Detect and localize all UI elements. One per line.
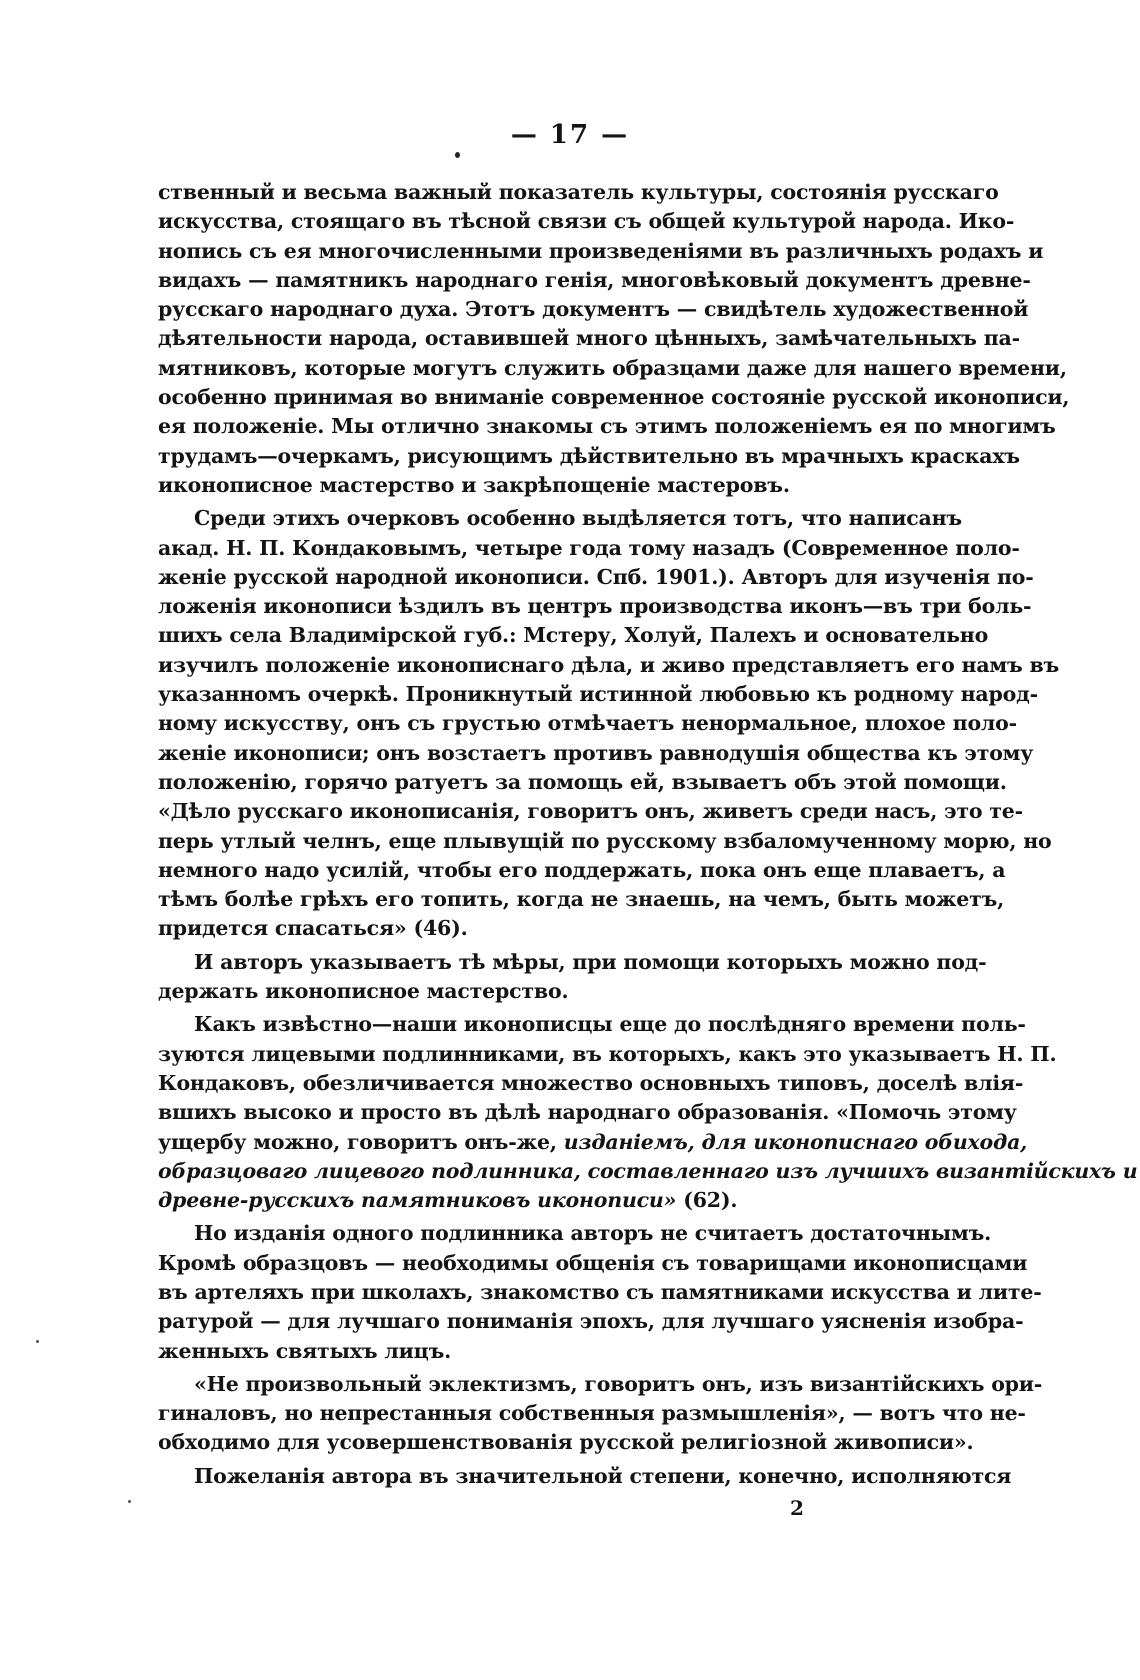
text-line: ложенія иконописи ѣздилъ въ центръ производства иконъ—въ три боль-	[158, 594, 1032, 619]
italic-span: древне-русскихъ памятниковъ иконописи»	[158, 1188, 677, 1213]
text-line: держать иконописное мастерство.	[158, 979, 569, 1004]
text-line: акад. Н. П. Кондаковымъ, четыре года тому назадъ (Современное поло-	[158, 535, 1020, 560]
text-line: ея положеніе. Мы отлично знакомы съ этимъ положеніемъ ея по многимъ	[158, 414, 1056, 439]
text-line: немного надо усилій, чтобы его поддержать, пока онъ еще плаваетъ, а	[158, 857, 1006, 882]
text-line: Кондаковъ, обезличивается множество основныхъ типовъ, доселѣ влія-	[158, 1070, 1024, 1095]
italic-span: изданіемъ, для иконописнаго обихода,	[563, 1129, 1028, 1154]
text-line: указанномъ очеркѣ. Проникнутый истинной любовью къ родному народ-	[158, 682, 1038, 707]
page-number: — 17 —	[510, 120, 630, 150]
text-line: обходимо для усовершенствованія русской религіозной живописи».	[158, 1430, 974, 1455]
text-line: положенію, горячо ратуетъ за помощь ей, взываетъ объ этой помощи.	[158, 769, 1007, 794]
text-line: дѣятельности народа, оставившей много цѣнныхъ, замѣчательныхъ па-	[158, 326, 1020, 351]
ink-dot	[455, 152, 460, 158]
text-line: Какъ извѣстно—наши иконописцы еще до послѣдняго времени поль-	[194, 1012, 1026, 1037]
text-line: ному искусству, онъ съ грустью отмѣчаетъ ненормальное, плохое поло-	[158, 711, 1017, 736]
text-line: придется спасаться» (46).	[158, 916, 468, 941]
text-line-mixed	[158, 1128, 1028, 1157]
text-line: женіе русской народной иконописи. Спб. 1901.). Авторъ для изученія по-	[158, 564, 1034, 589]
text-line: Кромѣ образцовъ — необходимы общенія съ товарищами иконописцами	[158, 1250, 1028, 1275]
text-line: ственный и весьма важный показатель культуры, состоянія русскаго	[158, 180, 999, 204]
printer-signature: 2	[790, 1496, 804, 1520]
body-text	[158, 178, 1138, 1491]
text-line: Среди этихъ очерковъ особенно выдѣляется тотъ, что написанъ	[194, 506, 962, 531]
text-line: «Дѣло русскаго иконописанія, говоритъ онъ, живетъ среди насъ, это те-	[158, 799, 1023, 824]
text-line: видахъ — памятникъ народнаго генія, многовѣковый документъ древне-	[158, 267, 1031, 292]
text-line-mixed	[158, 1186, 920, 1215]
text-line: трудамъ—очеркамъ, рисующимъ дѣйствительно въ мрачныхъ краскахъ	[158, 443, 1020, 468]
text-line: мятниковъ, которые могутъ служить образцами даже для нашего времени,	[158, 355, 1067, 380]
text-line: Пожеланія автора въ значительной степени, конечно, исполняются	[194, 1463, 1012, 1488]
text-line: зуются лицевыми подлинниками, въ которыхъ, какъ это указываетъ Н. П.	[158, 1041, 1057, 1066]
text-line: ратурой — для лучшаго пониманія эпохъ, для лучшаго уясненія изобра-	[158, 1309, 1024, 1334]
text-line: шихъ села Владимірской губ.: Мстеру, Холуй, Палехъ и основательно	[158, 623, 989, 648]
text-span: ущербу можно, говоритъ онъ-же,	[158, 1129, 557, 1154]
text-line: особенно принимая во вниманіе современное состояніе русской иконописи,	[158, 385, 1070, 410]
text-line: женныхъ святыхъ лицъ.	[158, 1338, 452, 1363]
text-line: «Не произвольный эклектизмъ, говоритъ онъ, изъ византійскихъ ори-	[194, 1371, 1043, 1396]
text-line: русскаго народнаго духа. Этотъ документъ — свидѣтель художественной	[158, 297, 1029, 322]
text-line: женіе иконописи; онъ возстаетъ противъ равнодушія общества къ этому	[158, 740, 1034, 765]
text-line: иконописное мастерство и закрѣпощеніе мастеровъ.	[158, 472, 790, 497]
text-line: нопись съ ея многочисленными произведеніями въ различныхъ родахъ и	[158, 238, 1044, 263]
text-line: вшихъ высоко и просто въ дѣлѣ народнаго образованія. «Помочь этому	[158, 1100, 1017, 1125]
text-line: искусства, стоящаго въ тѣсной связи съ общей культурой народа. Ико-	[158, 209, 1015, 234]
text-line: въ артеляхъ при школахъ, знакомство съ памятниками искусства и лите-	[158, 1279, 1042, 1304]
paper-speck	[128, 1500, 131, 1503]
paper-speck	[36, 1340, 39, 1343]
text-line: изучилъ положеніе иконописнаго дѣла, и живо представляетъ его намъ въ	[158, 652, 1060, 677]
text-line-italic: образцоваго лицевого подлинника, составленнаго изъ лучшихъ византійскихъ и	[158, 1158, 1138, 1183]
text-line: перь утлый челнъ, еще плывущій по русскому взбаломученному морю, но	[158, 828, 1052, 853]
text-line: гиналовъ, но непрестанныя собственныя размышленія», — вотъ что не-	[158, 1401, 1026, 1426]
text-line: Но изданія одного подлинника авторъ не считаетъ достаточнымъ.	[194, 1221, 992, 1246]
text-span: (62).	[683, 1188, 738, 1213]
text-line: И авторъ указываетъ тѣ мѣры, при помощи которыхъ можно под-	[194, 949, 987, 974]
text-line: тѣмъ болѣе грѣхъ его топить, когда не знаешь, на чемъ, быть можетъ,	[158, 887, 1005, 912]
